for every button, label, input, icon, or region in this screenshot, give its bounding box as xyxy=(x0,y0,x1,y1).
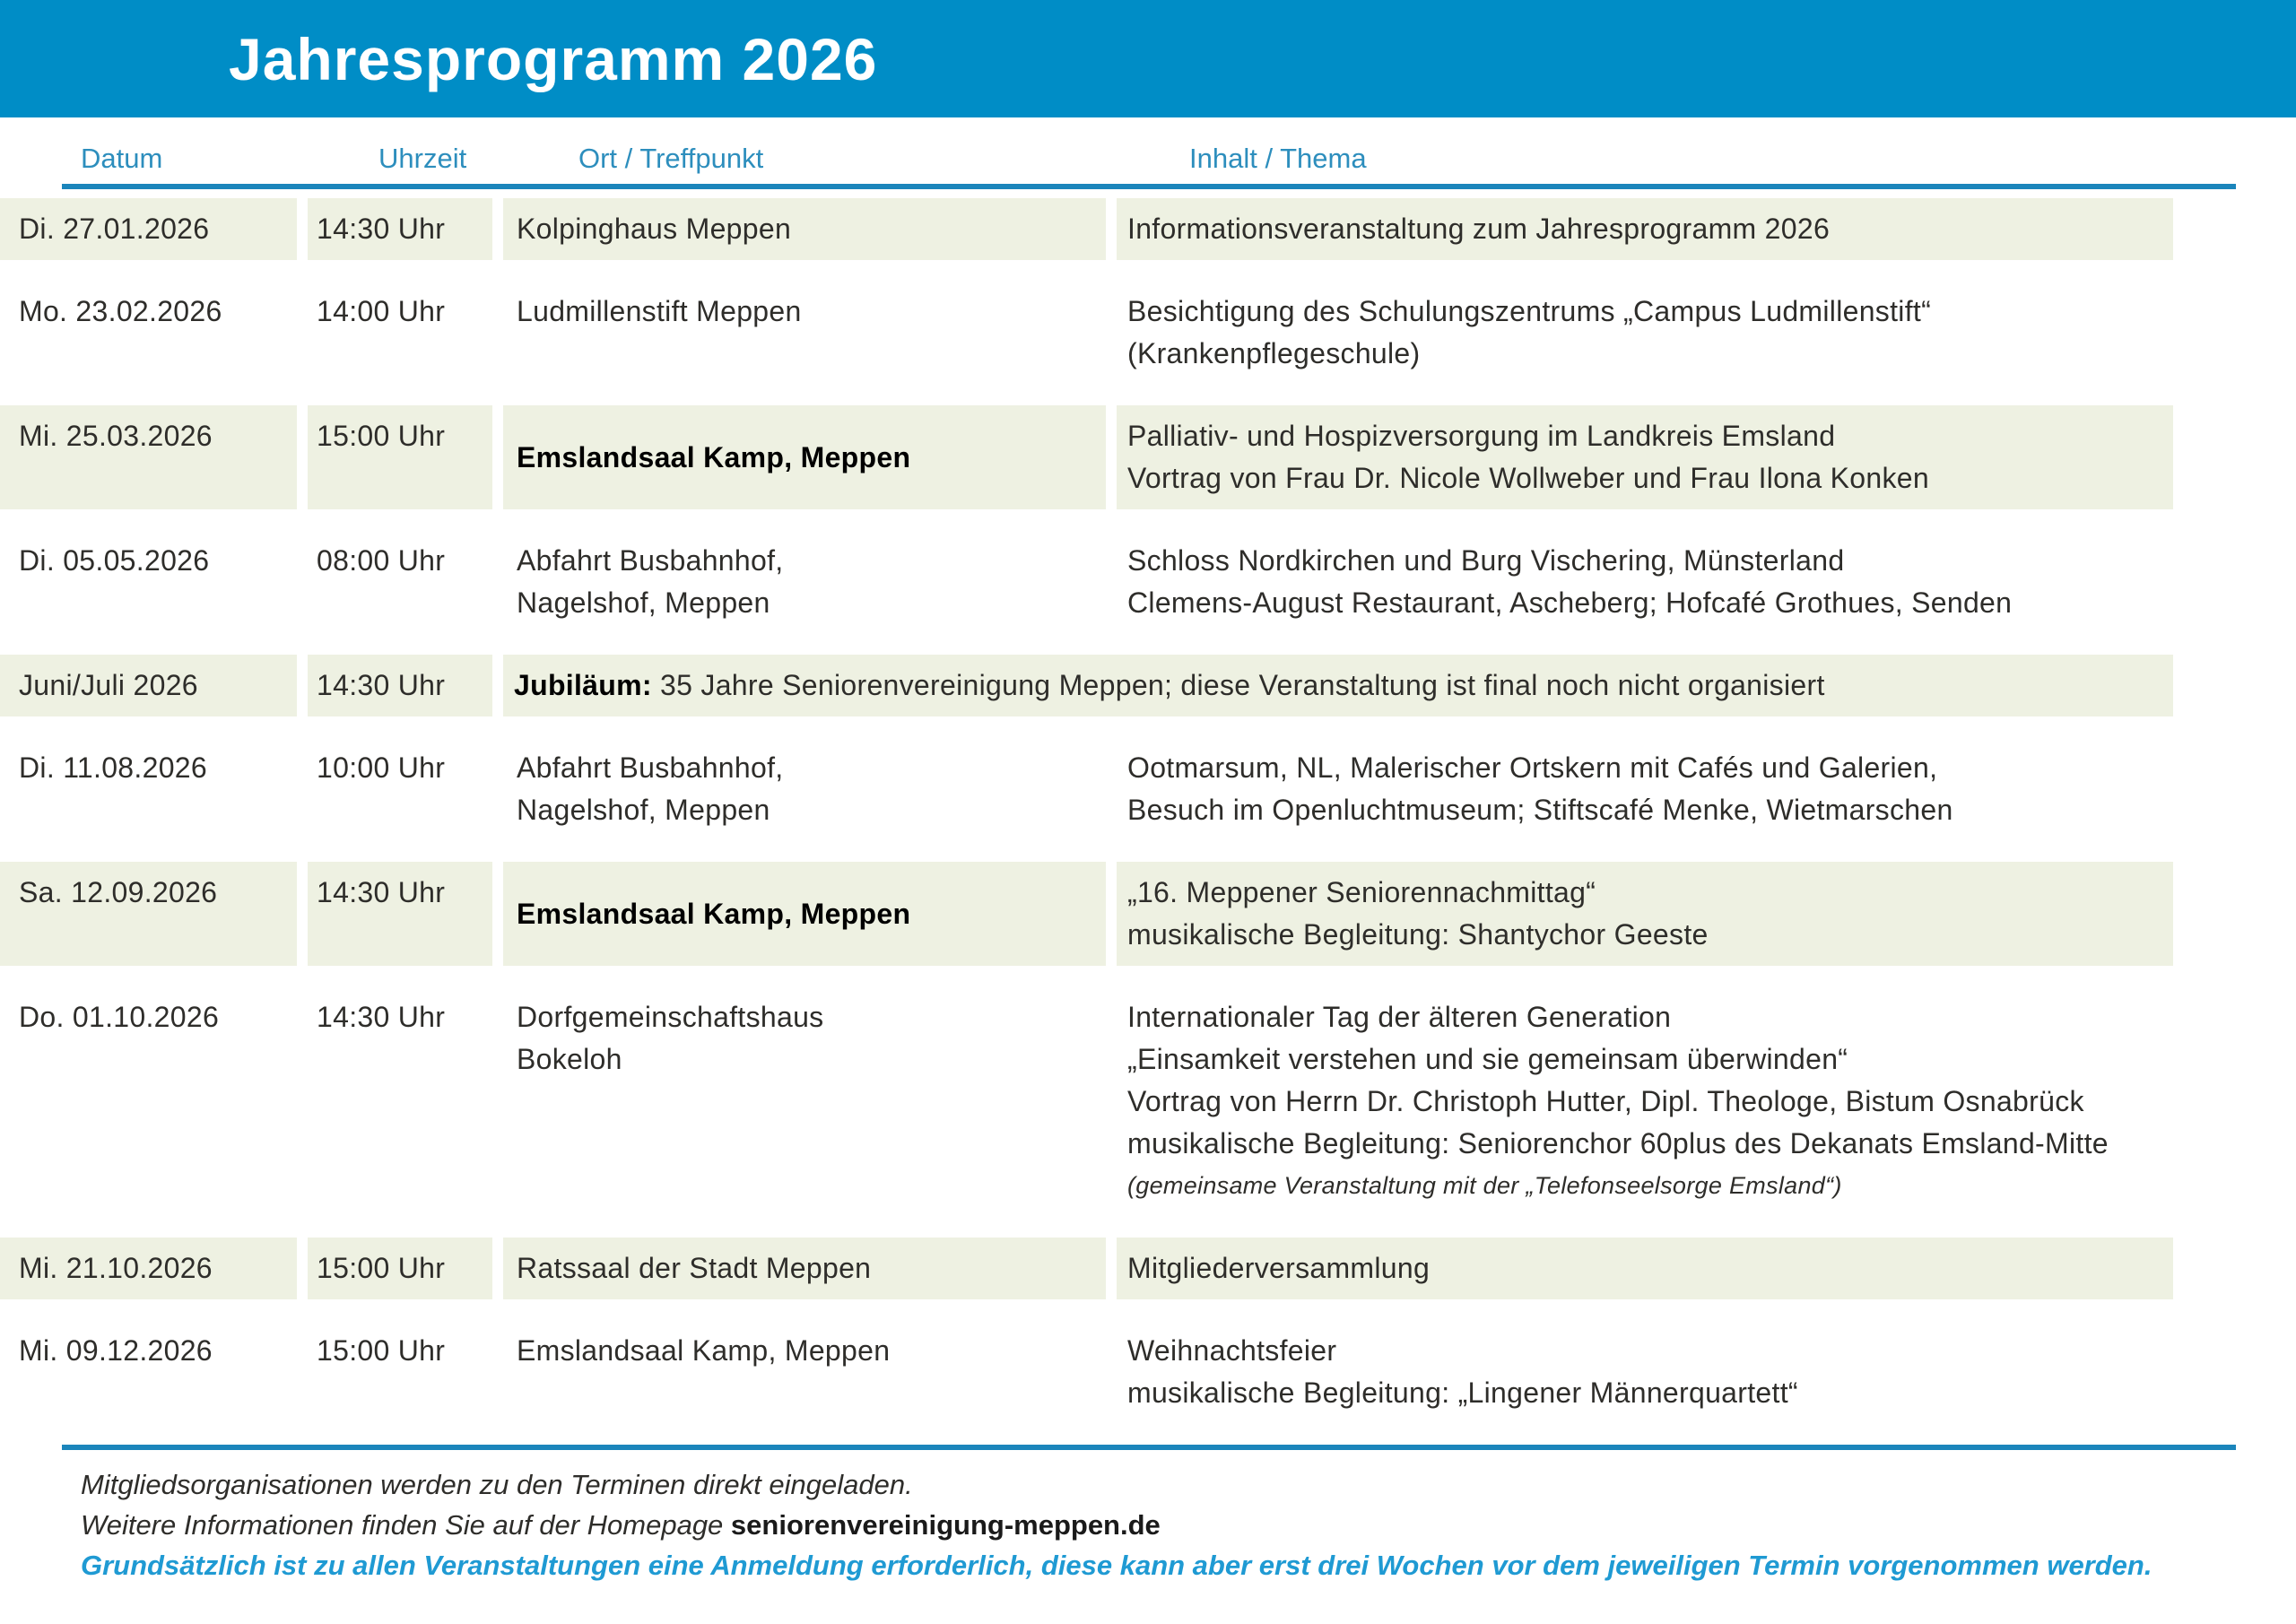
text-line: Jubiläum: 35 Jahre Seniorenvereinigung Meppen; diese Veranstaltung ist final noch nicht organisiert xyxy=(514,669,1825,701)
text-line: „16. Meppener Seniorennachmittag“ xyxy=(1127,876,1596,908)
table-row xyxy=(0,996,2296,1207)
date-cell xyxy=(0,655,297,716)
date-cell xyxy=(0,862,297,966)
text-line: Mitgliederversammlung xyxy=(1127,1252,1431,1284)
text-line: Di. 27.01.2026 xyxy=(19,213,210,245)
time-cell xyxy=(308,291,492,375)
content-cell xyxy=(1117,405,2173,509)
footer-note-registration: Grundsätzlich ist zu allen Veranstaltungen eine Anmeldung erforderlich, diese kann aber erst drei Wochen vor dem jeweiligen Termin vorgenommen werden. xyxy=(81,1550,2152,1581)
text-line: 14:30 Uhr xyxy=(317,669,446,701)
date-cell xyxy=(0,405,297,509)
text-line: Ootmarsum, NL, Malerischer Ortskern mit Cafés und Galerien, xyxy=(1127,751,1938,784)
time-cell xyxy=(308,1238,492,1299)
date-cell xyxy=(0,1330,297,1414)
text-line: Abfahrt Busbahnhof, xyxy=(517,751,784,784)
text-line: Mi. 21.10.2026 xyxy=(19,1252,213,1284)
text-line: Emslandsaal Kamp, Meppen xyxy=(517,897,911,930)
content-cell xyxy=(1117,291,2173,375)
text-line: Di. 11.08.2026 xyxy=(19,751,207,784)
time-cell xyxy=(308,1330,492,1414)
text-line: Schloss Nordkirchen und Burg Vischering, Münsterland xyxy=(1127,544,1845,577)
location-cell xyxy=(503,291,1106,375)
text-line: Besichtigung des Schulungszentrums „Campus Ludmillenstift“ xyxy=(1127,295,1932,327)
content-cell xyxy=(1117,1330,2173,1414)
text-line: 14:00 Uhr xyxy=(317,295,446,327)
date-cell xyxy=(0,996,297,1207)
column-header-datum: Datum xyxy=(81,143,163,174)
location-cell xyxy=(503,405,1106,509)
content-cell xyxy=(1117,1238,2173,1299)
text-line: (gemeinsame Veranstaltung mit der „Telefonseelsorge Emsland“) xyxy=(1127,1172,1842,1199)
text-line: (Krankenpflegeschule) xyxy=(1127,337,1421,369)
content-cell xyxy=(1117,862,2173,966)
text-line: Ratssaal der Stadt Meppen xyxy=(517,1252,872,1284)
text-line: musikalische Begleitung: „Lingener Männerquartett“ xyxy=(1127,1376,1798,1409)
text-line: 15:00 Uhr xyxy=(317,1334,446,1367)
divider-top xyxy=(62,184,2236,189)
divider-bottom xyxy=(62,1445,2236,1450)
footer-note-homepage xyxy=(81,1505,2236,1545)
text-line: Do. 01.10.2026 xyxy=(19,1001,220,1033)
text-line: Internationaler Tag der älteren Generation xyxy=(1127,1001,1672,1033)
header-bar xyxy=(0,0,2296,117)
date-cell xyxy=(0,1238,297,1299)
text-line: Kolpinghaus Meppen xyxy=(517,213,792,245)
date-cell xyxy=(0,747,297,831)
table-row xyxy=(0,540,2296,624)
text-line: Emslandsaal Kamp, Meppen xyxy=(517,440,911,473)
table-row xyxy=(0,747,2296,831)
date-cell xyxy=(0,291,297,375)
text-line: Mi. 25.03.2026 xyxy=(19,420,213,452)
time-cell xyxy=(308,862,492,966)
schedule-table xyxy=(0,198,2296,1414)
text-line: Dorfgemeinschaftshaus xyxy=(517,1001,824,1033)
table-row xyxy=(0,1238,2296,1299)
text-line: Sa. 12.09.2026 xyxy=(19,876,218,908)
location-cell xyxy=(503,1238,1106,1299)
text-line: Palliativ- und Hospizversorgung im Landkreis Emsland xyxy=(1127,420,1836,452)
content-cell xyxy=(1117,996,2173,1207)
text-line: 14:30 Uhr xyxy=(317,213,446,245)
text-line: Clemens-August Restaurant, Ascheberg; Hofcafé Grothues, Senden xyxy=(1127,586,2013,619)
table-row xyxy=(0,291,2296,375)
text-line: 10:00 Uhr xyxy=(317,751,446,784)
content-cell xyxy=(1117,198,2173,260)
text-line: 15:00 Uhr xyxy=(317,1252,446,1284)
footer-homepage-domain: seniorenvereinigung-meppen.de xyxy=(730,1509,1161,1541)
date-cell xyxy=(0,540,297,624)
time-cell xyxy=(308,747,492,831)
page-title: Jahresprogramm 2026 xyxy=(229,25,878,92)
time-cell xyxy=(308,198,492,260)
text-line: 14:30 Uhr xyxy=(317,1001,446,1033)
text-line: 14:30 Uhr xyxy=(317,876,446,908)
location-cell xyxy=(503,996,1106,1207)
location-cell xyxy=(503,747,1106,831)
text-line: Emslandsaal Kamp, Meppen xyxy=(517,1334,891,1367)
column-header-ort: Ort / Treffpunkt xyxy=(578,143,764,174)
table-row xyxy=(0,655,2296,716)
location-cell xyxy=(503,1330,1106,1414)
text-line: musikalische Begleitung: Seniorenchor 60plus des Dekanats Emsland-Mitte xyxy=(1127,1127,2109,1159)
text-line: 15:00 Uhr xyxy=(317,420,446,452)
merged-content-cell xyxy=(503,655,2173,716)
column-header-row xyxy=(62,143,2236,175)
text-line: Informationsveranstaltung zum Jahresprogramm 2026 xyxy=(1127,213,1831,245)
table-row xyxy=(0,198,2296,260)
text-line: Abfahrt Busbahnhof, xyxy=(517,544,784,577)
text-line: Juni/Juli 2026 xyxy=(19,669,198,701)
table-row xyxy=(0,862,2296,966)
text-line: Bokeloh xyxy=(517,1043,622,1075)
column-header-inhalt: Inhalt / Thema xyxy=(1189,143,1367,174)
location-cell xyxy=(503,862,1106,966)
content-cell xyxy=(1117,747,2173,831)
column-header-uhrzeit: Uhrzeit xyxy=(378,143,467,174)
time-cell xyxy=(308,996,492,1207)
text-line: Mi. 09.12.2026 xyxy=(19,1334,213,1367)
date-cell xyxy=(0,198,297,260)
text-line: Weihnachtsfeier xyxy=(1127,1334,1337,1367)
table-row xyxy=(0,1330,2296,1414)
location-cell xyxy=(503,198,1106,260)
text-line: „Einsamkeit verstehen und sie gemeinsam überwinden“ xyxy=(1127,1043,1848,1075)
content-cell xyxy=(1117,540,2173,624)
footer-note-members: Mitgliedsorganisationen werden zu den Terminen direkt eingeladen. xyxy=(81,1469,913,1500)
text-line: 08:00 Uhr xyxy=(317,544,446,577)
time-cell xyxy=(308,405,492,509)
time-cell xyxy=(308,655,492,716)
text-line: Ludmillenstift Meppen xyxy=(517,295,802,327)
text-line: Vortrag von Herrn Dr. Christoph Hutter, Dipl. Theologe, Bistum Osnabrück xyxy=(1127,1085,2084,1117)
text-line: Mo. 23.02.2026 xyxy=(19,295,222,327)
footer xyxy=(81,1464,2236,1585)
footer-homepage-text: Weitere Informationen finden Sie auf der Homepage xyxy=(81,1509,731,1541)
text-line: Besuch im Openluchtmuseum; Stiftscafé Menke, Wietmarschen xyxy=(1127,794,1953,826)
text-line: Nagelshof, Meppen xyxy=(517,586,770,619)
time-cell xyxy=(308,540,492,624)
text-line: Vortrag von Frau Dr. Nicole Wollweber und Frau Ilona Konken xyxy=(1127,462,1929,494)
text-line: musikalische Begleitung: Shantychor Geeste xyxy=(1127,918,1709,951)
table-row xyxy=(0,405,2296,509)
text-line: Di. 05.05.2026 xyxy=(19,544,210,577)
location-cell xyxy=(503,540,1106,624)
text-line: Nagelshof, Meppen xyxy=(517,794,770,826)
